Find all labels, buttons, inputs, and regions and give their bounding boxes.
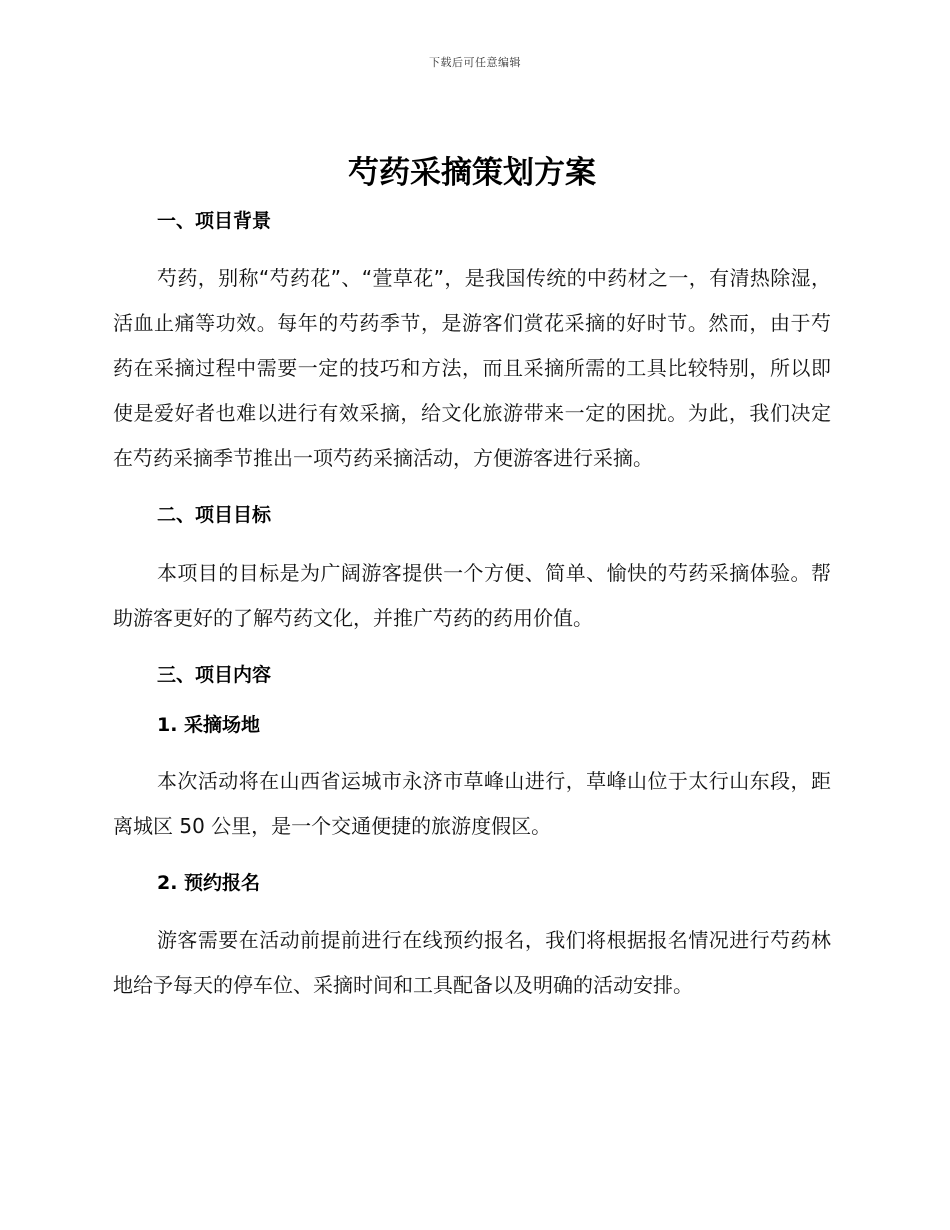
paragraph-venue: 本次活动将在山西省运城市永济市草峰山进行，草峰山位于太行山东段，距离城区 50 公里，是一个交通便捷的旅游度假区。	[113, 769, 831, 838]
header-note: 下载后可任意编辑	[429, 56, 521, 69]
paragraph-goals: 本项目的目标是为广阔游客提供一个方便、简单、愉快的芍药采摘体验。帮助游客更好的了解芍药文化，并推广芍药的药用价值。	[113, 561, 831, 630]
document-body	[113, 150, 831, 1008]
section-heading-content: 三、项目内容	[157, 664, 272, 686]
document-title: 芍药采摘策划方案	[348, 155, 596, 191]
paragraph-registration: 游客需要在活动前提前进行在线预约报名，我们将根据报名情况进行芍药林地给予每天的停车位、采摘时间和工具配备以及明确的活动安排。	[113, 928, 831, 997]
paragraph-background: 芍药，别称“芍药花”、“萱草花”，是我国传统的中药材之一，有清热除湿，活血止痛等功效。每年的芍药季节，是游客们赏花采摘的好时节。然而，由于芍药在采摘过程中需要一定的技巧和方法，而且采摘所需的工具比较特别，所以即使是爱好者也难以进行有效采摘，给文化旅游带来一定的困扰。为此，我们决定在芍药采摘季节推出一项芍药采摘活动，方便游客进行采摘。	[113, 266, 831, 470]
section-heading-goals: 二、项目目标	[157, 504, 272, 526]
subsection-heading-registration: 2. 预约报名	[157, 872, 261, 894]
subsection-heading-venue: 1. 采摘场地	[157, 714, 261, 736]
section-heading-background: 一、项目背景	[157, 210, 272, 232]
